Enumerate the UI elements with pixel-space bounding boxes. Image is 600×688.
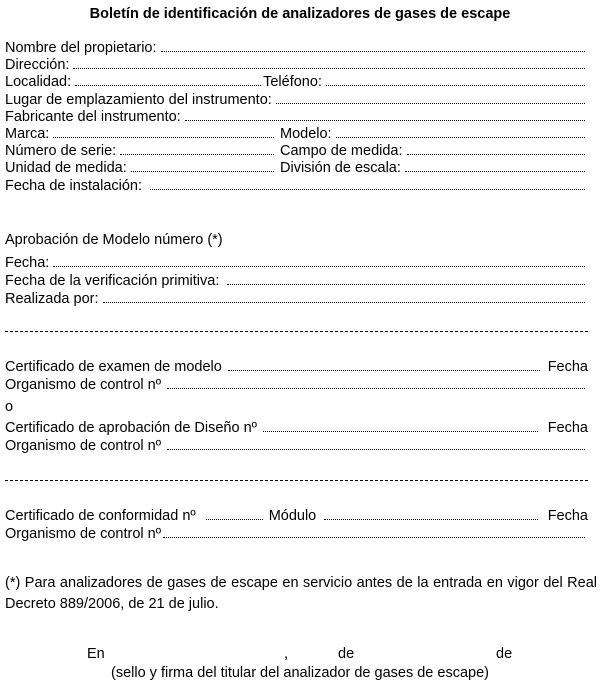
- manufacturer-row: [5, 108, 588, 126]
- signature-place-label: En: [87, 646, 105, 662]
- brand-label: Marca:: [5, 126, 50, 142]
- conformity-row: [5, 507, 588, 525]
- section-divider: [5, 480, 588, 481]
- control-body-label-1: Organismo de control nº: [5, 377, 162, 393]
- model-exam-row: [5, 358, 588, 376]
- control-body-field-2[interactable]: [167, 437, 585, 450]
- footnote: (*) Para analizadores de gases de escape en servicio antes de la entrada en vigor del Real Decreto 889/2006, de 21 de julio.: [5, 575, 597, 612]
- approval-date-field[interactable]: [53, 254, 585, 267]
- owner-name-label: Nombre del propietario:: [5, 40, 157, 56]
- design-approval-label: Certificado de aprobación de Diseño nº: [5, 420, 257, 436]
- module-label: Módulo: [268, 508, 317, 524]
- section-divider: [5, 331, 588, 332]
- performed-by-label: Realizada por:: [5, 291, 99, 307]
- verification-date-field[interactable]: [227, 272, 585, 285]
- model-approval-heading: Aprobación de Modelo número (*): [5, 232, 223, 248]
- brand-field[interactable]: [53, 125, 274, 138]
- conformity-date-label: Fecha: [547, 508, 588, 524]
- control-body-label-2: Organismo de control nº: [5, 438, 162, 454]
- address-field[interactable]: [73, 56, 585, 69]
- owner-name-row: [5, 39, 588, 57]
- manufacturer-label: Fabricante del instrumento:: [5, 109, 181, 125]
- design-approval-date-label: Fecha: [547, 420, 588, 436]
- conformity-field[interactable]: [206, 507, 263, 520]
- conformity-label: Certificado de conformidad nº: [5, 508, 196, 524]
- address-row: [5, 56, 588, 74]
- brand-model-row: [5, 125, 588, 143]
- unit-division-row: [5, 159, 588, 177]
- model-exam-field[interactable]: [228, 358, 540, 371]
- location-row: [5, 91, 588, 109]
- approval-date-label: Fecha:: [5, 255, 50, 271]
- serial-number-label: Número de serie:: [5, 143, 117, 159]
- locality-field[interactable]: [75, 73, 261, 86]
- performed-by-row: [5, 290, 588, 308]
- model-field[interactable]: [336, 125, 585, 138]
- measuring-range-label: Campo de medida:: [280, 143, 403, 159]
- performed-by-field[interactable]: [103, 290, 586, 303]
- signature-caption: (sello y firma del titular del analizador de gases de escape): [110, 665, 489, 681]
- control-body-row-1: [5, 376, 588, 394]
- serial-number-field[interactable]: [120, 142, 274, 155]
- verification-date-row: [5, 272, 588, 290]
- phone-label: Teléfono:: [263, 74, 322, 90]
- measuring-unit-label: Unidad de medida:: [5, 160, 127, 176]
- scale-division-field[interactable]: [405, 159, 585, 172]
- or-separator: o: [5, 399, 14, 415]
- control-body-field-3[interactable]: [163, 525, 585, 538]
- control-body-field-1[interactable]: [167, 376, 585, 389]
- design-approval-row: [5, 419, 588, 437]
- model-exam-date-label: Fecha: [547, 359, 588, 375]
- control-body-row-2: [5, 437, 588, 455]
- signature-de-1: de: [338, 646, 355, 662]
- design-approval-field[interactable]: [263, 419, 538, 432]
- approval-date-row: [5, 254, 588, 272]
- signature-comma: ,: [284, 646, 289, 662]
- install-date-label: Fecha de instalación:: [5, 178, 143, 194]
- owner-name-field[interactable]: [161, 39, 585, 52]
- scale-division-label: División de escala:: [280, 160, 401, 176]
- install-date-field[interactable]: [150, 177, 585, 190]
- model-exam-label: Certificado de examen de modelo: [5, 359, 222, 375]
- phone-field[interactable]: [326, 73, 585, 86]
- locality-phone-row: [5, 73, 588, 91]
- model-label: Modelo:: [280, 126, 332, 142]
- document-title: Boletín de identificación de analizadores de gases de escape: [89, 6, 511, 22]
- measuring-range-field[interactable]: [407, 142, 585, 155]
- serial-range-row: [5, 142, 588, 160]
- install-date-row: [5, 177, 588, 195]
- manufacturer-field[interactable]: [185, 108, 585, 121]
- measuring-unit-field[interactable]: [131, 159, 274, 172]
- verification-date-label: Fecha de la verificación primitiva:: [5, 273, 220, 289]
- location-field[interactable]: [276, 91, 585, 104]
- control-body-row-3: [5, 525, 588, 543]
- locality-label: Localidad:: [5, 74, 72, 90]
- signature-de-2: de: [496, 646, 513, 662]
- control-body-label-3: Organismo de control nº: [5, 526, 162, 542]
- location-label: Lugar de emplazamiento del instrumento:: [5, 92, 272, 108]
- address-label: Dirección:: [5, 57, 70, 73]
- module-field[interactable]: [324, 507, 537, 520]
